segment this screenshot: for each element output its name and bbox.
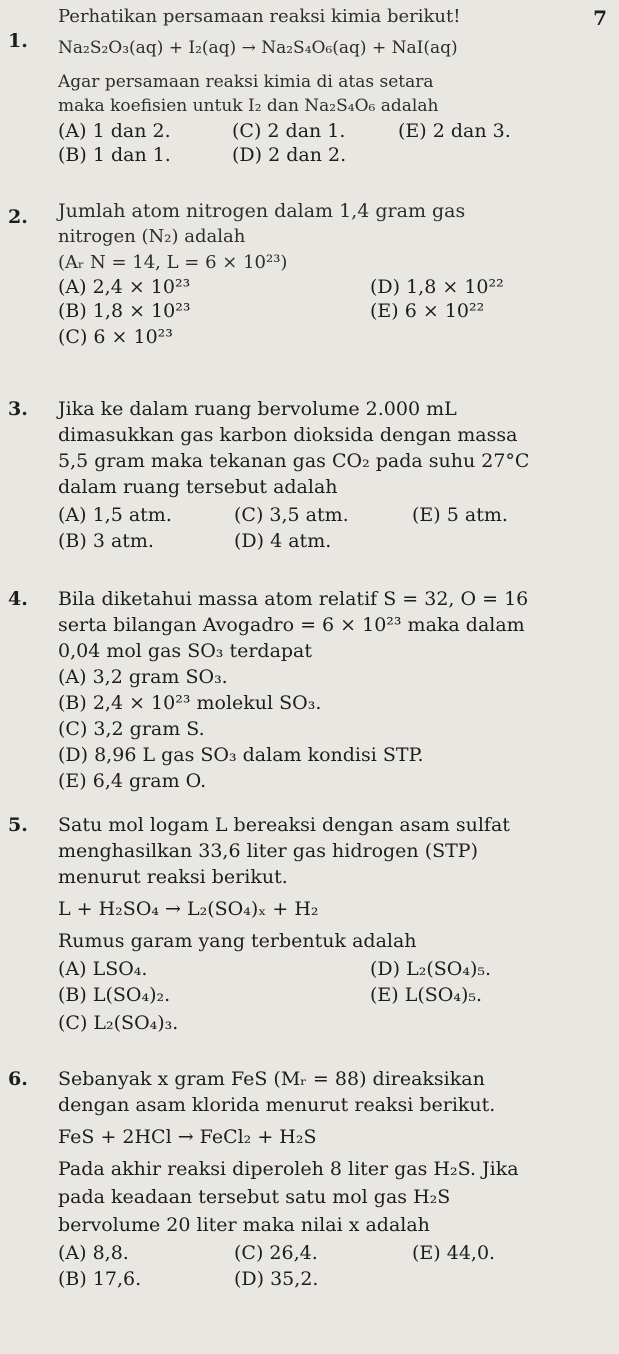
question-text: maka koefisien untuk I₂ dan Na₂S₄O₆ adalah	[58, 96, 439, 116]
option-c[interactable]: (C) 26,4.	[234, 1242, 318, 1264]
question-text: Perhatikan persamaan reaksi kimia berikut!	[58, 6, 461, 27]
question-text: Jumlah atom nitrogen dalam 1,4 gram gas	[58, 200, 466, 222]
page-number: 7	[593, 6, 607, 30]
question-text: Jika ke dalam ruang bervolume 2.000 mL	[58, 398, 457, 420]
option-c[interactable]: (C) 6 × 10²³	[58, 326, 173, 348]
question-number: 4.	[8, 588, 28, 610]
question-text: Sebanyak x gram FeS (Mᵣ = 88) direaksikan	[58, 1068, 485, 1090]
option-b[interactable]: (B) 2,4 × 10²³ molekul SO₃.	[58, 692, 322, 714]
question-text: serta bilangan Avogadro = 6 × 10²³ maka dalam	[58, 614, 525, 636]
option-c[interactable]: (C) L₂(SO₄)₃.	[58, 1012, 179, 1034]
question-text: Agar persamaan reaksi kimia di atas setara	[58, 72, 434, 92]
option-d[interactable]: (D) 2 dan 2.	[232, 144, 347, 166]
question-text: (Aᵣ N = 14, L = 6 × 10²³)	[58, 252, 288, 273]
option-a[interactable]: (A) 2,4 × 10²³	[58, 276, 191, 298]
option-a[interactable]: (A) 8,8.	[58, 1242, 129, 1264]
option-b[interactable]: (B) 1,8 × 10²³	[58, 300, 191, 322]
question-number: 6.	[8, 1068, 28, 1090]
reaction-equation: FeS + 2HCl → FeCl₂ + H₂S	[58, 1126, 317, 1148]
option-b[interactable]: (B) 17,6.	[58, 1268, 142, 1290]
option-b[interactable]: (B) 3 atm.	[58, 530, 154, 552]
option-a[interactable]: (A) LSO₄.	[58, 958, 148, 980]
option-d[interactable]: (D) 8,96 L gas SO₃ dalam kondisi STP.	[58, 744, 424, 766]
question-text: dimasukkan gas karbon dioksida dengan massa	[58, 424, 518, 446]
option-e[interactable]: (E) 5 atm.	[412, 504, 508, 526]
question-text: 0,04 mol gas SO₃ terdapat	[58, 640, 313, 662]
option-c[interactable]: (C) 3,5 atm.	[234, 504, 349, 526]
option-c[interactable]: (C) 3,2 gram S.	[58, 718, 205, 740]
question-number: 3.	[8, 398, 28, 420]
question-text: Pada akhir reaksi diperoleh 8 liter gas H₂S. Jika	[58, 1158, 519, 1180]
question-text: dengan asam klorida menurut reaksi berikut.	[58, 1094, 496, 1116]
option-e[interactable]: (E) L(SO₄)₅.	[370, 984, 483, 1006]
option-d[interactable]: (D) 4 atm.	[234, 530, 332, 552]
reaction-equation: L + H₂SO₄ → L₂(SO₄)ₓ + H₂	[58, 898, 319, 920]
option-e[interactable]: (E) 2 dan 3.	[398, 120, 511, 142]
option-a[interactable]: (A) 3,2 gram SO₃.	[58, 666, 228, 688]
question-text: Rumus garam yang terbentuk adalah	[58, 930, 417, 952]
question-number: 5.	[8, 814, 28, 836]
option-b[interactable]: (B) L(SO₄)₂.	[58, 984, 171, 1006]
question-text: nitrogen (N₂) adalah	[58, 226, 246, 247]
option-d[interactable]: (D) 35,2.	[234, 1268, 319, 1290]
option-e[interactable]: (E) 6 × 10²²	[370, 300, 485, 322]
option-c[interactable]: (C) 2 dan 1.	[232, 120, 346, 142]
option-e[interactable]: (E) 6,4 gram O.	[58, 770, 207, 792]
option-d[interactable]: (D) 1,8 × 10²²	[370, 276, 504, 298]
question-text: Satu mol logam L bereaksi dengan asam sulfat	[58, 814, 510, 836]
option-a[interactable]: (A) 1,5 atm.	[58, 504, 172, 526]
question-text: bervolume 20 liter maka nilai x adalah	[58, 1214, 430, 1236]
question-text: menghasilkan 33,6 liter gas hidrogen (STP)	[58, 840, 479, 862]
option-d[interactable]: (D) L₂(SO₄)₅.	[370, 958, 492, 980]
question-text: Bila diketahui massa atom relatif S = 32, O = 16	[58, 588, 529, 610]
question-text: 5,5 gram maka tekanan gas CO₂ pada suhu 27°C	[58, 450, 530, 472]
reaction-equation: Na₂S₂O₃(aq) + I₂(aq) → Na₂S₄O₆(aq) + NaI(aq)	[58, 38, 458, 58]
option-a[interactable]: (A) 1 dan 2.	[58, 120, 171, 142]
question-text: menurut reaksi berikut.	[58, 866, 288, 888]
option-b[interactable]: (B) 1 dan 1.	[58, 144, 171, 166]
question-text: dalam ruang tersebut adalah	[58, 476, 338, 498]
question-number: 2.	[8, 206, 28, 228]
option-e[interactable]: (E) 44,0.	[412, 1242, 496, 1264]
question-text: pada keadaan tersebut satu mol gas H₂S	[58, 1186, 451, 1208]
question-number: 1.	[8, 30, 28, 52]
